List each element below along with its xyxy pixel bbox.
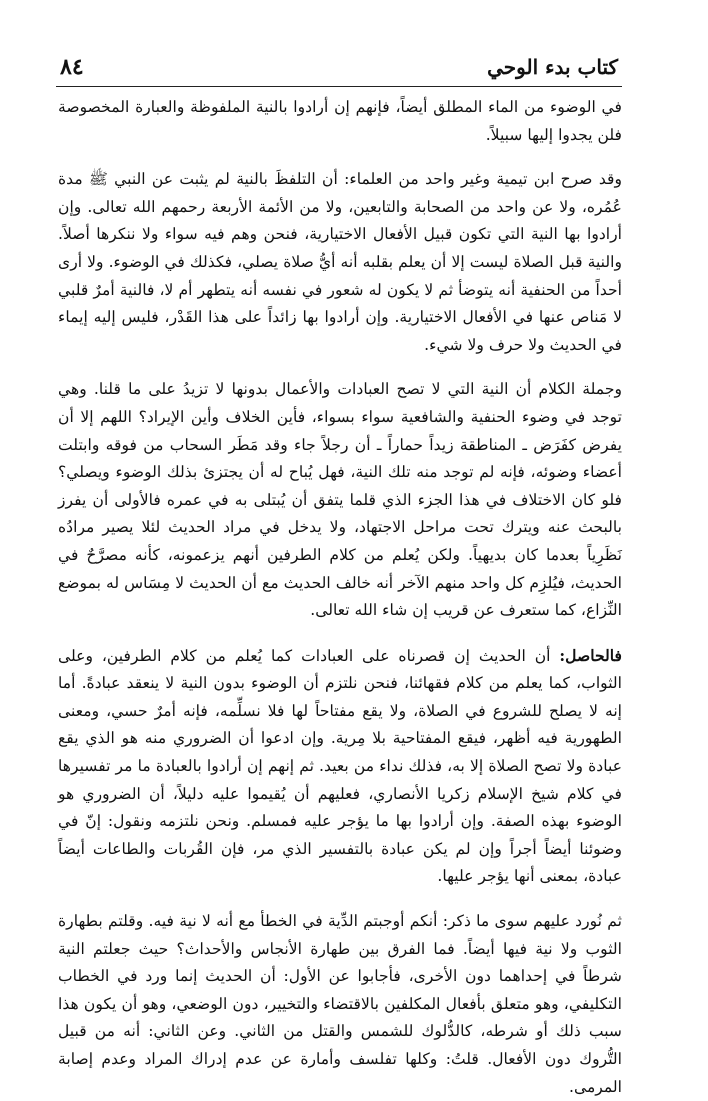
paragraph-text: أن الحديث إن قصرناه على العبادات كما يُعلم من كلام الطرفين، وعلى الثواب، كما يعلم من كلام فقهائنا، فنحن نلتزم أن الوضوء بدون النية لا ينعقد عبادةً. أما إنه لا يصلح للشروع في الصلاة، ولا يقع مفتاحاً لها فلا نسلِّمه، فإنه أمرٌ حسي، ومعنى الطهورية فيه أظهر، فيقع المفتاحية بلا مِرية. وإن ادعوا أن الضروري منه هو الذي يقع عبادة ولا تصح الصلاة إلا به، فذلك نداء من بعيد. ثم إنهم إن أرادوا بالعبادة ما مر تفسيرها في كلام شيخ الإسلام زكريا الأنصاري، فعليهم أن يُقيموا عليه دليلاً، أن الضروري هو الوضوء بهذه الصفة. وإن أرادوا بها ما يؤجر عليه فمسلم. ونحن نلتزمه ونقول: إنّ في وضوئنا أيضاً أجراً وإن لم يكن عبادة بالتفسير الذي مر، فإن القُربات والطاعات أيضاً عبادة، بمعنى أنها يؤجر عليها.: [58, 646, 622, 886]
paragraph-1: [58, 94, 622, 149]
paragraph-4: [58, 642, 622, 891]
header-rule: [56, 86, 622, 87]
page-number: ٨٤: [60, 54, 84, 80]
paragraph-text: في الوضوء من الماء المطلق أيضاً، فإنهم إن أرادوا بالنية الملفوظة والعبارة المخصوصة فلن يجدوا إليها سبيلاً.: [58, 98, 622, 144]
book-title: كتاب بدء الوحي: [487, 55, 618, 79]
page-body: [58, 94, 622, 1101]
paragraph-gap: [58, 625, 622, 642]
paragraph-lead-word: فالحاصل:: [559, 645, 622, 665]
paragraph-text: ثم نُورد عليهم سوى ما ذكر: أنكم أوجبتم الدِّية في الخطأ مع أنه لا نية فيه. وقلتم بطهارة الثوب ولا نية فيها أيضاً. فما الفرق بين طهارة الأنجاس والأحداث؟ حيث جعلتم النية شرطاً في إحداهما دون الأخرى، فأجابوا عن الأول: أن الحديث إنما ورد في الخطاب التكليفي، وهو متعلق بأفعال المكلفين بالاقتضاء والتخيير، دون الوضعي، وهو أن يكون هذا سبب ذلك أو شرطه، كالدُّلوك للشمس والقتل من الثاني. وعن الثاني: أنه من قبيل التُّروك دون الأفعال. قلتُ: وكلها تفلسف وأمارة عن عدم إدراك المراد وعدم إصابة المرمى.: [58, 912, 622, 1096]
running-header: [60, 52, 618, 82]
paragraph-gap: [58, 891, 622, 908]
paragraph-text: وقد صرح ابن تيمية وغير واحد من العلماء: أن التلفظَ بالنية لم يثبت عن النبي ﷺ مدة عُمُره، ولا عن واحد من الصحابة والتابعين، ولا من الأئمة الأربعة رحمهم الله تعالى. وإن أرادوا بها النية التي تكون قبيل الأفعال الاختيارية، فنحن وهم فيه سواء ولا ننكرها أصلاً. والنية قبل الصلاة ليست إلا أن يعلم بقلبه أنه أيُّ صلاة يصلي، فكذلك في الوضوء. ولا أرى أحداً من الحنفية أنه يتوضأ ثم لا يكون له شعور في نفسه أنه يتطهر أم لا، فالنية أمرٌ قلبي لا مَناص عنها في الأفعال الاختيارية. وإن أرادوا بها زائداً على هذا القَدْر، فليس إليه إيماء في الحديث ولا حرف ولا شيء.: [58, 170, 622, 354]
paragraph-3: [58, 376, 622, 624]
paragraph-2: [58, 166, 622, 359]
paragraph-gap: [58, 359, 622, 376]
paragraph-5: [58, 908, 622, 1101]
paragraph-gap: [58, 149, 622, 166]
paragraph-text: وجملة الكلام أن النية التي لا تصح العبادات والأعمال بدونها لا تزيدُ على ما قلنا. وهي توجد في وضوء الحنفية والشافعية سواء بسواء، فأين الخلاف وأين الإيراد؟ اللهم إلا أن يفرض كفَرَض ـ المناطقة زيداً حماراً ـ أن رجلاً جاء وقد مَطَر السحاب من فوقه وابتلت أعضاء وضوئه، فإنه لم توجد منه تلك النية، فهل يُباح له أن يجتزئ بذلك الوضوء ويصلي؟ فلو كان الاختلاف في هذا الجزء الذي قلما يتفق أن يُبتلى به في عمره فالأولى أن يفرز بالبحث عنه ويترك تحت مراحل الاجتهاد، ولا يدخل في مراد الحديث لئلا يصير مرادُه نَظَرِياً بعدما كان بديهياً. ولكن يُعلم من كلام الطرفين أنهم يزعمونه، كأنه مصرَّحٌ في الحديث، فيُلزِم كل واحد منهم الآخر أنه خالف الحديث مع أن الحديث لا مِسَاس له بموضع النِّزاع، كما ستعرف عن قريب إن شاء الله تعالى.: [58, 380, 622, 620]
